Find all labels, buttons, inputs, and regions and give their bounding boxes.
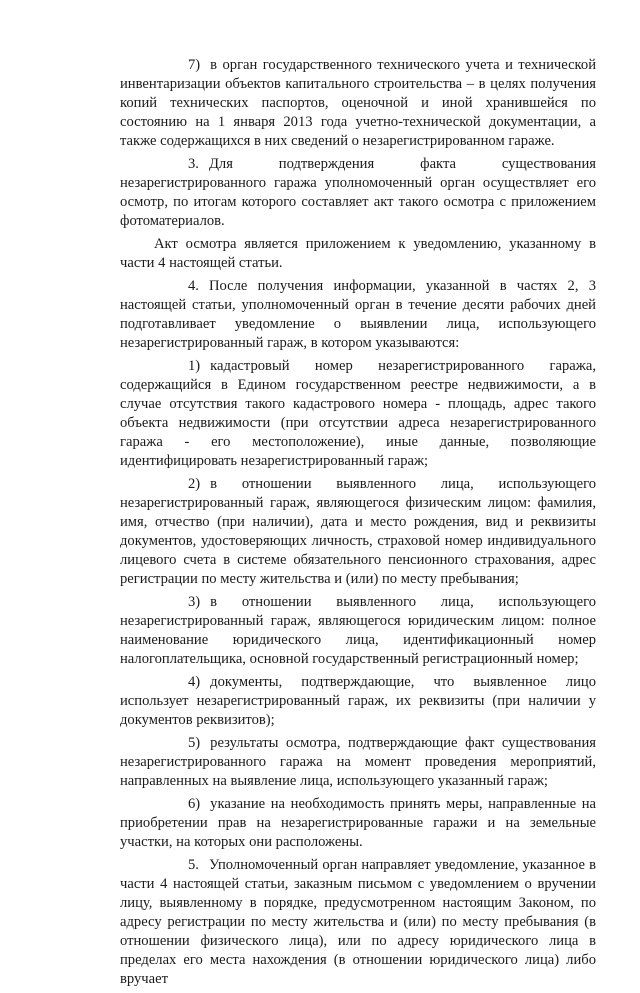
paragraph-number: 4) <box>188 674 201 690</box>
paragraph-item-5 <box>120 734 596 791</box>
paragraph-text: в отношении выявленного лица, использующего незарегистрированный гараж, являющегося физическим лицом: фамилия, имя, отчество (при наличии), дата и место рождения, вид и реквизиты документов, удостоверяющих личность, страховой номер индивидуального лицевого счета в системе обязательного пенсионного страхования, адрес регистрации по месту жительства и (или) по месту пребывания; <box>120 476 596 587</box>
paragraph-number: 3. <box>188 156 199 172</box>
paragraph-text: Для подтверждения факта существования незарегистрированного гаража уполномоченный орган осуществляет его осмотр, по итогам которого составляет акт такого осмотра с приложением фотоматериалов. <box>120 156 596 229</box>
paragraph-text: документы, подтверждающие, что выявленное лицо использует незарегистрированный гараж, их реквизиты (при наличии у документов реквизитов); <box>120 674 596 728</box>
paragraph-text: кадастровый номер незарегистрированного гаража, содержащийся в Едином государственном реестре недвижимости, а в случае отсутствия такого кадастрового номера - площадь, адрес такого объекта недвижимости (при отсутствии адреса незарегистрированного гаража - его местоположение), иные данные, позволяющие идентифицировать незарегистрированный гараж; <box>120 358 596 469</box>
paragraph-number: 5. <box>188 857 199 873</box>
paragraph-text: в отношении выявленного лица, использующего незарегистрированный гараж, являющегося юридическим лицом: полное наименование юридического лица, идентификационный номер налогоплательщика, основной государственный регистрационный номер; <box>120 594 596 667</box>
paragraph-item-4 <box>120 673 596 730</box>
paragraph-item-3 <box>120 593 596 669</box>
document-page <box>120 56 596 993</box>
paragraph-text: результаты осмотра, подтверждающие факт существования незарегистрированного гаража на момент проведения мероприятий, направленных на выявление лица, использующего указанный гараж; <box>120 735 596 789</box>
paragraph-item-7 <box>120 56 596 151</box>
paragraph-number: 5) <box>188 735 201 751</box>
paragraph-number: 1) <box>188 358 201 374</box>
paragraph-text: указание на необходимость принять меры, направленные на приобретении прав на незарегистрированные гаражи и на земельные участки, на которых они расположены. <box>120 796 596 850</box>
paragraph-text: в орган государственного технического учета и технической инвентаризации объектов капитального строительства – в целях получения копий технических паспортов, оценочной и иной хранившейся по состоянию на 1 января 2013 года учетно-технической документации, а также содержащихся в них сведений о незарегистрированном гараже. <box>120 57 596 149</box>
paragraph-part-3 <box>120 155 596 231</box>
paragraph-part-4 <box>120 277 596 353</box>
paragraph-number: 2) <box>188 476 201 492</box>
paragraph-text: После получения информации, указанной в частях 2, 3 настоящей статьи, уполномоченный орган в течение десяти рабочих дней подготавливает уведомление о выявлении лица, использующего незарегистрированный гараж, в котором указываются: <box>120 278 596 351</box>
paragraph-number: 7) <box>188 57 201 73</box>
paragraph-item-2 <box>120 475 596 589</box>
paragraph-inspection-act <box>120 235 596 273</box>
paragraph-number: 4. <box>188 278 199 294</box>
paragraph-text: Уполномоченный орган направляет уведомление, указанное в части 4 настоящей статьи, заказным письмом с уведомлением о вручении лицу, выявленному в порядке, предусмотренном настоящим Законом, по адресу регистрации по месту жительства и (или) по месту пребывания (в отношении физического лица), или по адресу юридического лица в пределах его места нахождения (в отношении юридического лица) либо вручает <box>120 857 596 987</box>
paragraph-item-6 <box>120 795 596 852</box>
paragraph-number: 3) <box>188 594 201 610</box>
paragraph-number: 6) <box>188 796 201 812</box>
paragraph-part-5 <box>120 856 596 989</box>
paragraph-item-1 <box>120 357 596 471</box>
paragraph-text: Акт осмотра является приложением к уведомлению, указанному в части 4 настоящей статьи. <box>120 236 596 271</box>
